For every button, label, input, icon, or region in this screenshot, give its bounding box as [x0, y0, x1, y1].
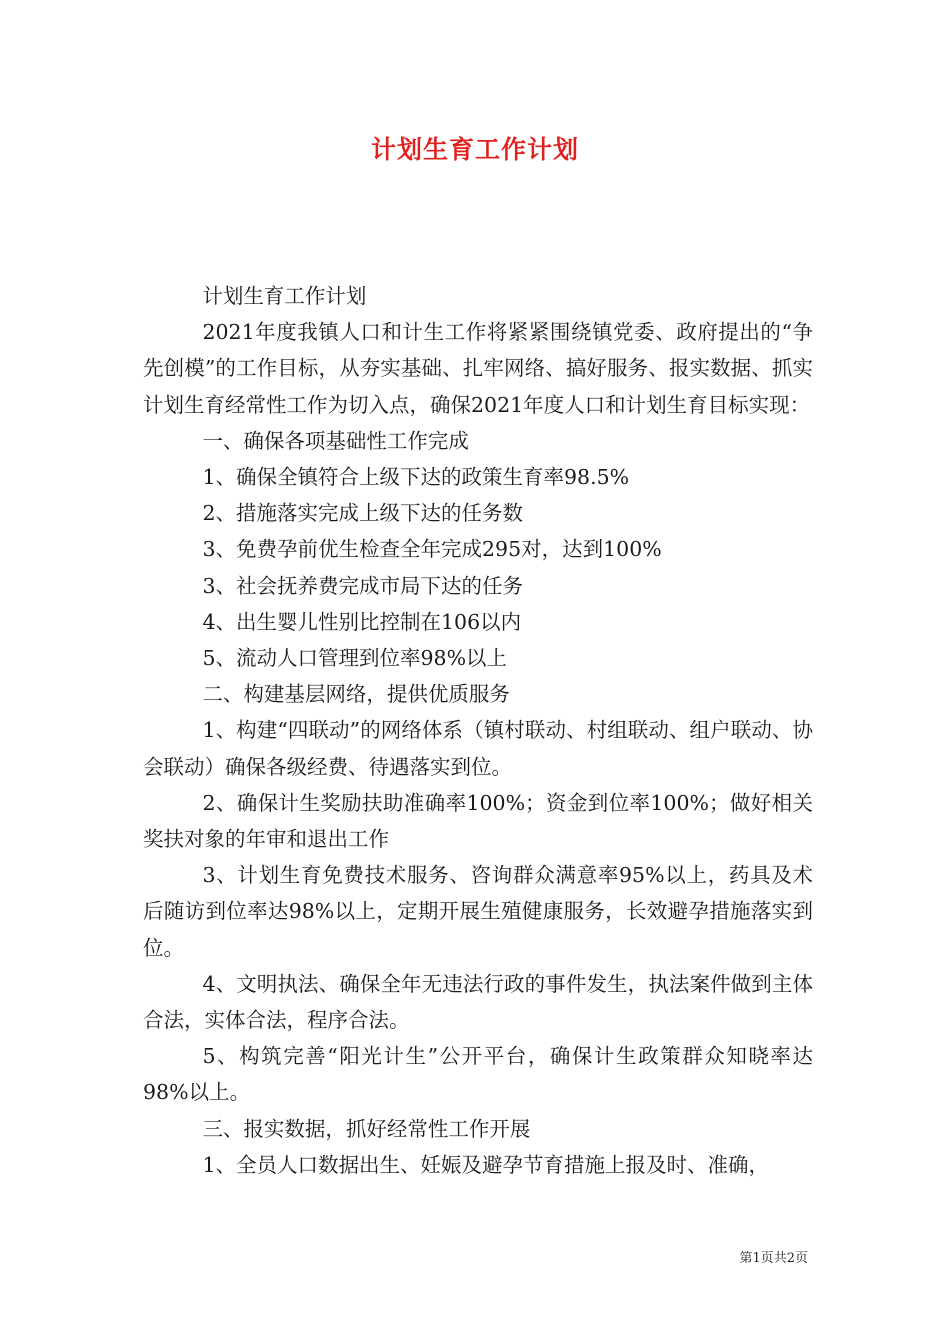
list-item: 5、构筑完善“阳光计生”公开平台，确保计生政策群众知晓率达98%以上。	[143, 1044, 813, 1105]
document-body	[143, 278, 813, 1183]
list-item: 5、流动人口管理到位率98%以上	[202, 646, 508, 671]
section-heading-3: 三、报实数据，抓好经常性工作开展	[202, 1116, 531, 1141]
paragraph-heading: 计划生育工作计划	[202, 284, 367, 308]
section-heading-2: 二、构建基层网络，提供优质服务	[202, 682, 510, 707]
list-item: 3、社会抚养费完成市局下达的任务	[202, 573, 523, 598]
list-item: 4、出生婴儿性别比控制在106以内	[202, 609, 522, 634]
paragraph-intro: 2021年度我镇人口和计生工作将紧紧围绕镇党委、政府提出的“争先创模”的工作目标，从夯实基础、扎牢网络、搞好服务、报实数据、抓实计划生育经常性工作为切入点，确保2021年度人口和计划生育目标实现：	[143, 320, 813, 417]
list-item: 2、措施落实完成上级下达的任务数	[202, 501, 523, 526]
list-item: 1、确保全镇符合上级下达的政策生育率98.5%	[202, 465, 630, 490]
section-heading-1: 一、确保各项基础性工作完成	[202, 428, 469, 453]
document-title: 计划生育工作计划	[370, 135, 579, 164]
list-item: 1、全员人口数据出生、妊娠及避孕节育措施上报及时、准确，	[202, 1152, 769, 1177]
list-item: 4、文明执法、确保全年无违法行政的事件发生，执法案件做到主体合法，实体合法，程序合法。	[143, 971, 813, 1033]
list-item: 2、确保计生奖励扶助准确率100%；资金到位率100%；做好相关奖扶对象的年审和退出工作	[143, 790, 813, 852]
list-item: 3、计划生育免费技术服务、咨询群众满意率95%以上，药具及术后随访到位率达98%以上，定期开展生殖健康服务，长效避孕措施落实到位。	[143, 863, 813, 960]
page-number: 第1页共2页	[739, 1251, 808, 1266]
list-item: 3、免费孕前优生检查全年完成295对，达到100%	[202, 537, 662, 562]
list-item: 1、构建“四联动”的网络体系（镇村联动、村组联动、组户联动、协会联动）确保各级经费、待遇落实到位。	[143, 718, 813, 779]
